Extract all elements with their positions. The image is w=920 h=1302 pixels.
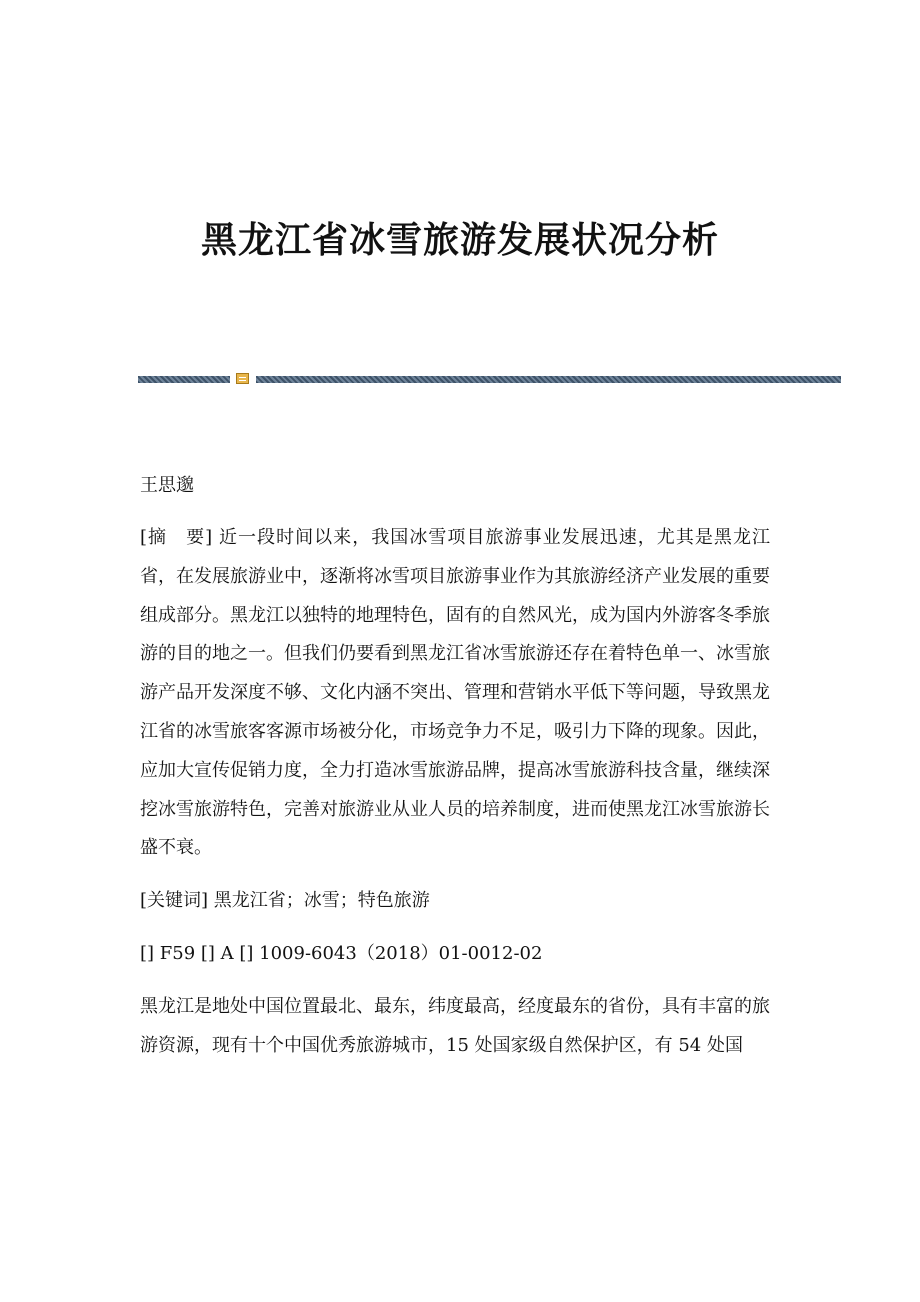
title-divider bbox=[138, 373, 841, 385]
author-name: 王思邈 bbox=[140, 475, 194, 496]
body-paragraph: 黑龙江是地处中国位置最北、最东，纬度最高，经度最东的省份，具有丰富的旅游资源，现有十个中国优秀旅游城市，15 处国家级自然保护区，有 54 处国 bbox=[140, 995, 770, 1056]
abstract-paragraph: [摘 要] 近一段时间以来，我国冰雪项目旅游事业发展迅速，尤其是黑龙江省，在发展旅游业中，逐渐将冰雪项目旅游事业作为其旅游经济产业发展的重要组成部分。黑龙江以独特的地理特色，固有的自然风光，成为国内外游客冬季旅游的目的地之一。但我们仍要看到黑龙江省冰雪旅游还存在着特色单一、冰雪旅游产品开发深度不够、文化内涵不突出、管理和营销水平低下等问题，导致黑龙江省的冰雪旅客客源市场被分化，市场竞争力不足，吸引力下降的现象。因此，应加大宣传促销力度，全力打造冰雪旅游品牌，提高冰雪旅游科技含量，继续深挖冰雪旅游特色，完善对旅游业从业人员的培养制度，进而使黑龙江冰雪旅游长盛不衰。 bbox=[140, 527, 770, 859]
divider-emblem-icon bbox=[236, 373, 249, 384]
document-body bbox=[140, 467, 770, 1079]
divider-left-segment bbox=[138, 376, 230, 383]
classification-line: [] F59 [] A [] 1009-6043（2018）01-0012-02 bbox=[140, 942, 543, 964]
document-title: 黑龙江省冰雪旅游发展状况分析 bbox=[200, 219, 719, 261]
divider-right-segment bbox=[256, 376, 841, 383]
keywords-line: [关键词] 黑龙江省；冰雪；特色旅游 bbox=[140, 890, 430, 912]
